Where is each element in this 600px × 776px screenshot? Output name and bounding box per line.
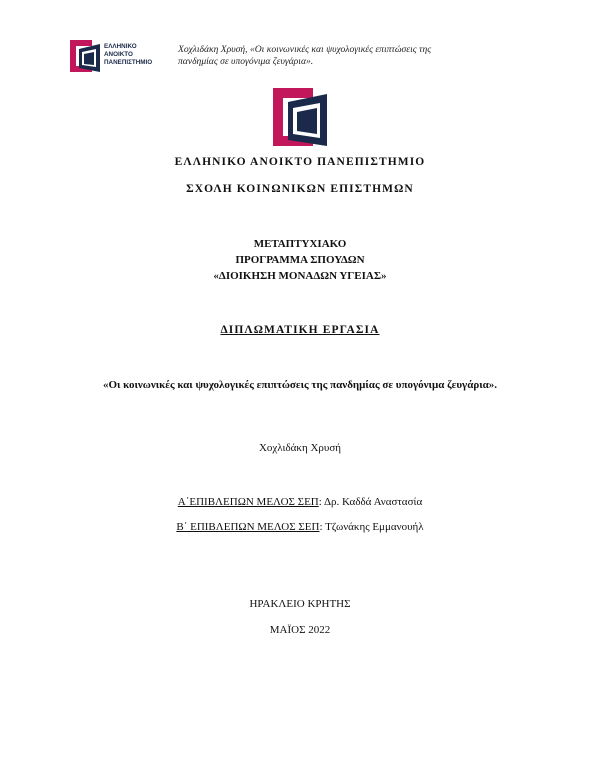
thesis-title: «Οι κοινωνικές και ψυχολογικές επιπτώσεις της πανδημίας σε υπογόνιμα ζευγάρια». (102, 379, 498, 391)
university-logo-icon (70, 40, 100, 72)
program-line-2: ΠΡΟΓΡΑΜΜΑ ΣΠΟΥΔΩΝ (235, 254, 365, 266)
city: ΗΡΑΚΛΕΙΟ ΚΡΗΤΗΣ (249, 598, 351, 610)
program-line-1: ΜΕΤΑΠΤΥΧΙΑΚΟ (253, 238, 347, 250)
school-name: ΣΧΟΛΗ ΚΟΙΝΩΝΙΚΩΝ ΕΠΙΣΤΗΜΩΝ (186, 183, 414, 195)
running-head-line: πανδημίας σε υπογόνιμα ζευγάρια». (178, 56, 314, 67)
center-university-logo-icon (273, 88, 327, 146)
supervisor-a-name: Δρ. Καδδά Αναστασία (323, 496, 423, 508)
supervisor-a (0, 496, 600, 508)
program-line-3: «ΔΙΟΙΚΗΣΗ ΜΟΝΑΔΩΝ ΥΓΕΙΑΣ» (213, 270, 387, 282)
university-name: ΕΛΛΗΝΙΚΟ ΑΝΟΙΚΤΟ ΠΑΝΕΠΙΣΤΗΜΙΟ (174, 156, 426, 168)
author-name: Χοχλιδάκη Χρυσή (258, 442, 342, 454)
supervisor-b-name: Τζωνάκης Εμμανουήλ (325, 521, 424, 533)
header-university-logo (70, 40, 170, 74)
running-head-line: Χοχλιδάκη Χρυσή, «Οι κοινωνικές και ψυχολογικές επιπτώσεις της (178, 44, 432, 55)
thesis-type: ΔΙΠΛΩΜΑΤΙΚΗ ΕΡΓΑΣΙΑ (220, 324, 380, 336)
logo-line: ΠΑΝΕΠΙΣΤΗΜΙΟ (104, 59, 153, 67)
supervisor-b (0, 521, 600, 533)
supervisor-b-role: Β΄ ΕΠΙΒΛΕΠΩΝ ΜΕΛΟΣ ΣΕΠ (176, 521, 320, 533)
running-head (178, 44, 488, 68)
supervisor-a-separator: : (318, 496, 324, 508)
logo-line: ΑΝΟΙΚΤΟ (104, 51, 133, 59)
logo-wordmark (104, 43, 152, 68)
logo-line: ΕΛΛΗΝΙΚΟ (104, 43, 137, 50)
supervisor-a-role: Α΄ΕΠΙΒΛΕΠΩΝ ΜΕΛΟΣ ΣΕΠ (177, 496, 319, 508)
date: ΜΑΪΟΣ 2022 (269, 624, 331, 636)
supervisor-b-separator: : (319, 521, 326, 533)
